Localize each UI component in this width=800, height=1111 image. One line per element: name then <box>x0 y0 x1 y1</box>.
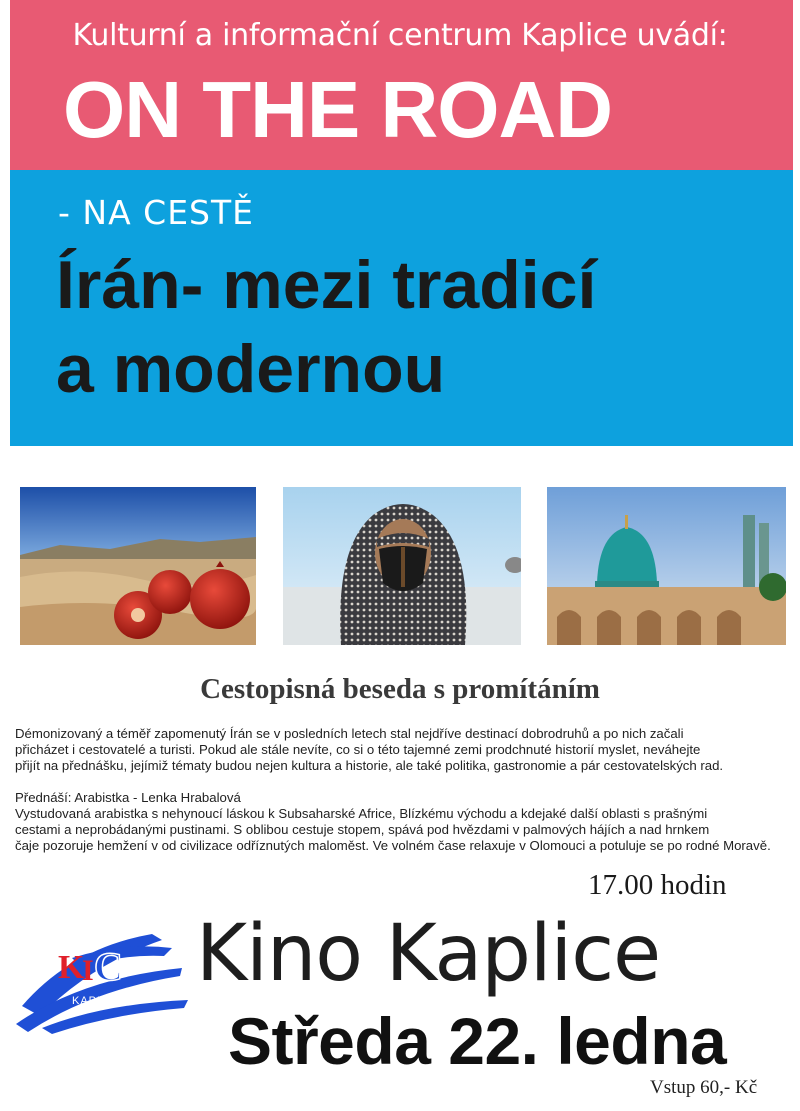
description-line: Démonizovaný a téměř zapomenutý Írán se v posledních letech stal nejdříve destinací dobrodruhů a po nich začali <box>15 726 684 741</box>
presenter-line: Kulturní a informační centrum Kaplice uvádí: <box>72 18 728 53</box>
event-time: 17.00 hodin <box>588 869 727 901</box>
event-description <box>15 726 795 854</box>
mosque-photo <box>547 487 786 645</box>
kic-kaplice-logo <box>12 928 192 1036</box>
speaker-label: Přednáší: Arabistka - Lenka Hrabalová <box>15 790 241 805</box>
series-subtitle: - NA CESTĚ <box>58 193 254 232</box>
svg-text:K: K <box>58 949 85 986</box>
event-date: Středa 22. ledna <box>228 1004 727 1078</box>
entry-price: Vstup 60,- Kč <box>650 1077 758 1098</box>
series-title: ON THE ROAD <box>63 65 612 154</box>
topic-title <box>56 243 596 411</box>
svg-text:I: I <box>82 954 94 987</box>
bio-line: Vystudovaná arabistka s nehynoucí láskou k Subsaharské Africe, Blízkému východu a kdejaké další oblasti s prašnými <box>15 806 708 821</box>
description-line: přijít na přednášku, jejímiž tématy budou nejen kultura a historie, ale také politika, gastronomie a pár cestovatelských rad. <box>15 758 724 773</box>
event-venue: Kino Kaplice <box>196 909 661 999</box>
svg-text:KAPLICE: KAPLICE <box>72 995 126 1007</box>
topic-line-2: a modernou <box>56 331 446 407</box>
event-heading: Cestopisná beseda s promítáním <box>200 673 600 705</box>
description-line: přicházet i cestovatelé a turisti. Pokud ale stále nevíte, co si o této tajemné zemi prodchnuté historií myslet, neváhejte <box>15 742 701 757</box>
pomegranates-photo <box>20 487 256 645</box>
topic-line-1: Írán- mezi tradicí <box>56 247 597 323</box>
svg-text:C: C <box>94 944 123 989</box>
veiled-woman-photo <box>283 487 521 645</box>
bio-line: cestami a neprobádanými pustinami. S oblibou cestuje stopem, spává pod hvězdami v palmových hájích a nad hrnkem <box>15 822 710 837</box>
bio-line: čaje pozoruje hemžení v od civilizace odříznutých maloměst. Ve volném čase relaxuje v Olomouci a potuluje se po rodné Moravě. <box>15 838 771 853</box>
